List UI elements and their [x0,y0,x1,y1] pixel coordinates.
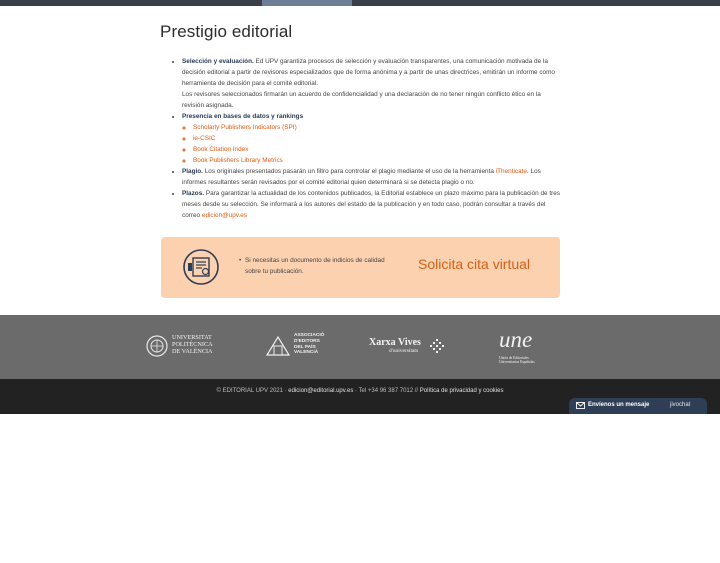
xarxa-vives-logo[interactable] [369,337,449,359]
xarxa-title: Xarxa Vives [369,337,421,348]
list-item-presencia [182,111,560,166]
top-navigation-bar [0,0,720,6]
xarxa-subtitle: d'universitats [389,348,419,354]
link-bpl-metrics[interactable]: Book Publishers Library Metrics [193,157,283,164]
upv-line-1: UNIVERSITAT [172,334,212,341]
cta-bullet: • [239,257,242,264]
chat-widget[interactable] [569,398,707,414]
footer-email-link[interactable]: edicion@editorial.upv.es [288,388,354,394]
chat-label: Envíenos un mensaje [588,402,650,408]
upv-line-2: POLITÈCNICA [172,341,213,349]
features-list [160,56,560,221]
upv-seal-icon [146,335,168,357]
footer-logos [0,315,720,379]
plagio-text: Los originales presentados pasarán un filtro para controlar el plagio mediante el uso de la herramienta [204,168,494,175]
link-ie-csic[interactable]: ie-CSIC [193,135,216,142]
seleccion-label: Selección y evaluación. [182,58,254,65]
page-title: Prestigio editorial [160,22,293,41]
seleccion-text: Ed UPV garantiza procesos de selección y evaluación transparentes, una comunicación motivada de la decisión editorial a partir de revisores especializados que de forma anónima y a partir de unas directrices, emitirán un informe como herramienta de decisión para el comité editorial. [182,58,555,87]
nav-tab-active[interactable] [262,0,352,6]
aepv-logo[interactable] [265,332,335,362]
plagio-text-after: . Los informes resultantes serán revisados por el comité editorial quien determinará si se detecta plagio o no. [182,168,541,186]
list-item-plagio [182,166,560,188]
link-spi[interactable]: Scholarly Publishers Indicators (SPI) [193,124,297,131]
footer-copyright [0,388,720,394]
aepv-line-2: D'EDITORS [294,338,320,344]
cta-panel [161,237,560,298]
privacy-link[interactable]: Política de privacidad y cookies [419,388,504,394]
main-content [160,22,560,221]
cta-description: Si necesitas un documento de indicios de calidad sobre tu publicación. [245,257,385,275]
aepv-line-4: VALENCIÀ [294,350,319,356]
plazos-text: Para garantizar la actualidad de los contenidos publicados, la Editorial establece un plazo máximo para la publicación de tres meses desde su selección. Se informará a los autores del estado de la publicación y en todo caso, podrán consultar a través del correo [182,190,560,219]
aepv-line-3: DEL PAÍS [294,344,316,350]
mail-icon [576,402,585,409]
une-line-2: Universitarias Españolas [499,360,535,365]
plazos-label: Plazos. [182,190,205,197]
document-certificate-icon [183,249,219,285]
xarxa-mark-icon [429,338,445,354]
email-link[interactable]: edicion@upv.es [201,212,247,219]
seleccion-text-2: Los revisores seleccionados firmarán un acuerdo de confidencialidad y una declaración de no tener ningún conflicto ético en la revisión asignada. [182,91,541,109]
upv-logo[interactable] [146,333,226,359]
ithenticate-link[interactable]: iThenticate [495,168,527,175]
aepv-mark-icon [265,335,291,357]
footer-tel: · Tel +34 96 387 7012 // [353,388,420,394]
une-logo[interactable] [497,325,557,369]
chat-brand: jivochat [670,402,691,408]
cta-text [239,255,389,277]
une-line-1: Unión de Editoriales [499,356,529,360]
aepv-line-1: ASSOCIACIÓ [294,333,325,338]
rankings-list [182,122,560,166]
list-item-seleccion [182,56,560,111]
plagio-label: Plagio. [182,168,203,175]
solicita-cita-button[interactable]: Solicita cita virtual [418,256,531,272]
presencia-label: Presencia en bases de datos y rankings [182,113,304,120]
list-item-plazos [182,188,560,221]
une-wordmark: une [499,327,533,352]
copyright-text: © EDITORIAL UPV 2021 · [216,388,289,394]
upv-line-3: DE VALÈNCIA [172,348,213,356]
link-book-citation-index[interactable]: Book Citation Index [193,146,249,153]
